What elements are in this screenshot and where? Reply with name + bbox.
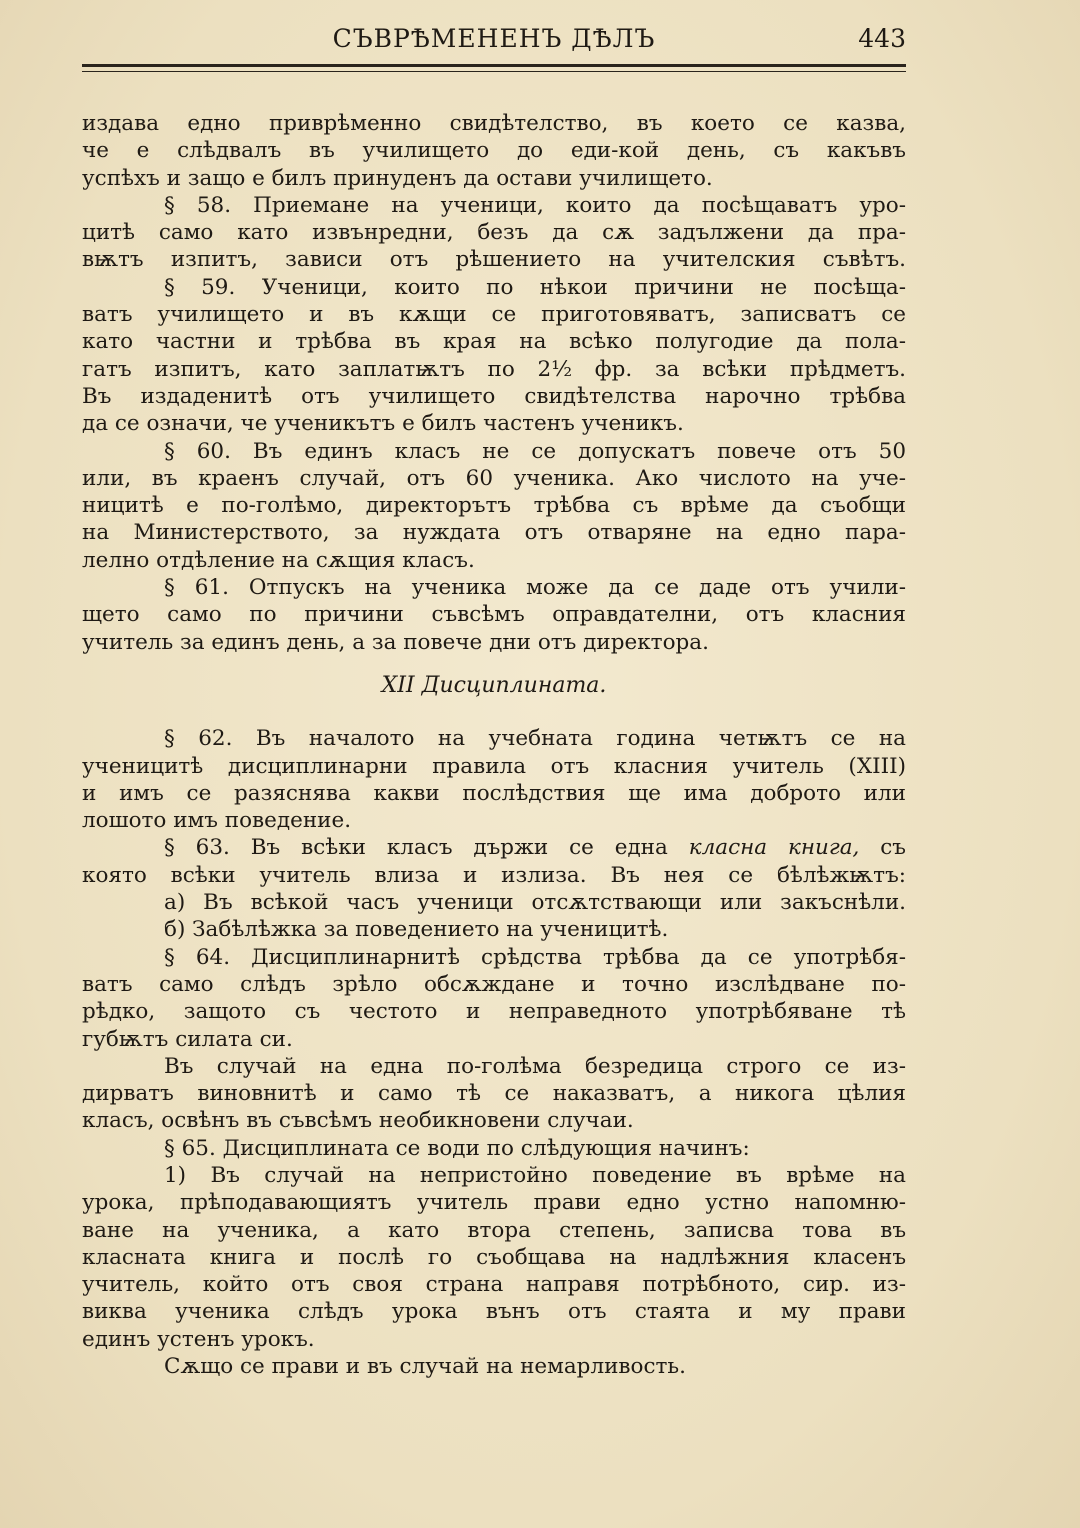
text-line: или, въ краенъ случай, отъ 60 ученика. Ако числото на уче-: [82, 465, 906, 491]
header-rule-thick: [82, 64, 906, 67]
list-item-1: 1) Въ случай на непристойно поведение въ врѣме на: [164, 1162, 906, 1188]
text-line: дирватъ виновнитѣ и само тѣ се наказватъ, а никога цѣлия: [82, 1081, 906, 1107]
text-line: виква ученика слѣдъ урока вънъ отъ стаята и му прави: [82, 1299, 906, 1325]
text-line: ватъ училището и въ кѫщи се приготовяватъ, записватъ се: [82, 302, 906, 328]
text-line: успѣхъ и защо е билъ принуденъ да остави училището.: [82, 165, 713, 191]
text-line: рѣдко, защото съ честото и неправедното употрѣбяване тѣ: [82, 999, 906, 1025]
text-line: единъ устенъ урокъ.: [82, 1326, 315, 1352]
running-head: СЪВРѢМЕНЕНЪ ДѢЛЪ: [332, 24, 656, 53]
text-line: лошото имъ поведение.: [82, 808, 352, 834]
text-line: учитель за единъ день, а за повече дни отъ директора.: [82, 629, 709, 655]
text-line: Сѫщо се прави и въ случай на немарливость.: [164, 1354, 686, 1380]
page-number: 443: [858, 24, 906, 53]
paragraph-63-start: § 63. Въ всѣки класъ държи се една: [164, 835, 668, 861]
text-line: да се означи, че ученикътъ е билъ частенъ ученикъ.: [82, 411, 684, 437]
page-header: [82, 24, 906, 60]
text-line: щето само по причини съвсѣмъ оправдателни, отъ класния: [82, 602, 906, 628]
list-item-a: а) Въ всѣкой часъ ученици отсѫтствающи или закъснѣли.: [164, 890, 906, 916]
text-line: издава едно приврѣменно свидѣтелство, въ което се казва,: [82, 111, 906, 136]
text-line: на Министерството, за нуждата отъ отваряне на едно пара-: [82, 520, 906, 546]
text-line: цитѣ само като извънредни, безъ да сѫ задължени да пра-: [82, 220, 906, 246]
paragraph-63: [82, 834, 906, 861]
header-rule-thin: [82, 71, 906, 72]
text-line: ване на ученика, а като втора степень, записва това въ: [82, 1217, 906, 1243]
paragraph-60: § 60. Въ единъ класъ не се допускатъ повече отъ 50: [164, 438, 906, 464]
paragraph-58: § 58. Приемане на ученици, които да посѣщаватъ уро-: [164, 192, 906, 218]
text-line: учитель, който отъ своя страна направя потрѣбното, сир. из-: [82, 1272, 906, 1298]
text-line: губѭтъ силата си.: [82, 1026, 293, 1052]
text-line: гатъ изпитъ, като заплатѭтъ по 2½ фр. за всѣки прѣдметъ.: [82, 356, 906, 382]
paragraph-63-end: съ: [880, 835, 906, 861]
text-line: и имъ се разяснява какви послѣдствия ще има доброто или: [82, 780, 906, 806]
paragraph-61: § 61. Отпускъ на ученика може да се даде отъ учили-: [164, 575, 906, 601]
text-line: лелно отдѣление на сѫщия класъ.: [82, 547, 475, 573]
text-line: класната книга и послѣ го съобщава на надлѣжния класенъ: [82, 1244, 906, 1270]
paragraph-59: § 59. Ученици, които по нѣкои причини не посѣща-: [164, 274, 906, 300]
paragraph-64-cont: Въ случай на една по-голѣма безредица строго се из-: [164, 1053, 906, 1079]
text-line: ницитѣ е по-голѣмо, директорътъ трѣбва съ врѣме да съобщи: [82, 493, 906, 519]
section-heading: XII Дисциплината.: [381, 672, 607, 698]
text-line: ученицитѣ дисциплинарни правила отъ класния учитель (XIII): [82, 753, 906, 779]
text-line: като частни и трѣбва въ края на всѣко полугодие да пола-: [82, 329, 906, 355]
paragraph-64: § 64. Дисциплинарнитѣ срѣдства трѣбва да се употрѣбя-: [164, 944, 906, 970]
text-line: Въ издаденитѣ отъ училището свидѣтелства нарочно трѣбва: [82, 383, 906, 409]
text-line: вѭтъ изпитъ, зависи отъ рѣшението на учителския съвѣтъ.: [82, 247, 906, 273]
body-text: [82, 110, 906, 1380]
list-item-b: б) Забѣлѣжка за поведението на ученицитѣ.: [164, 917, 669, 943]
paragraph-62: § 62. Въ началото на учебната година четѭтъ се на: [164, 726, 906, 752]
text-line: че е слѣдвалъ въ училището до еди-кой день, съ какъвъ: [82, 138, 906, 164]
class-book-term: класна книга,: [688, 835, 860, 861]
text-line: която всѣки учитель влиза и излиза. Въ нея се бѣлѣжѭтъ:: [82, 862, 906, 888]
paragraph-65: § 65. Дисциплината се води по слѣдующия начинъ:: [164, 1135, 750, 1161]
text-line: ватъ само слѣдъ зрѣло обсѫждане и точно изслѣдване по-: [82, 971, 906, 997]
text-line: класъ, освѣнъ въ съвсѣмъ необикновени случаи.: [82, 1108, 634, 1134]
text-line: урока, прѣподавающиятъ учитель прави едно устно напомню-: [82, 1190, 906, 1216]
